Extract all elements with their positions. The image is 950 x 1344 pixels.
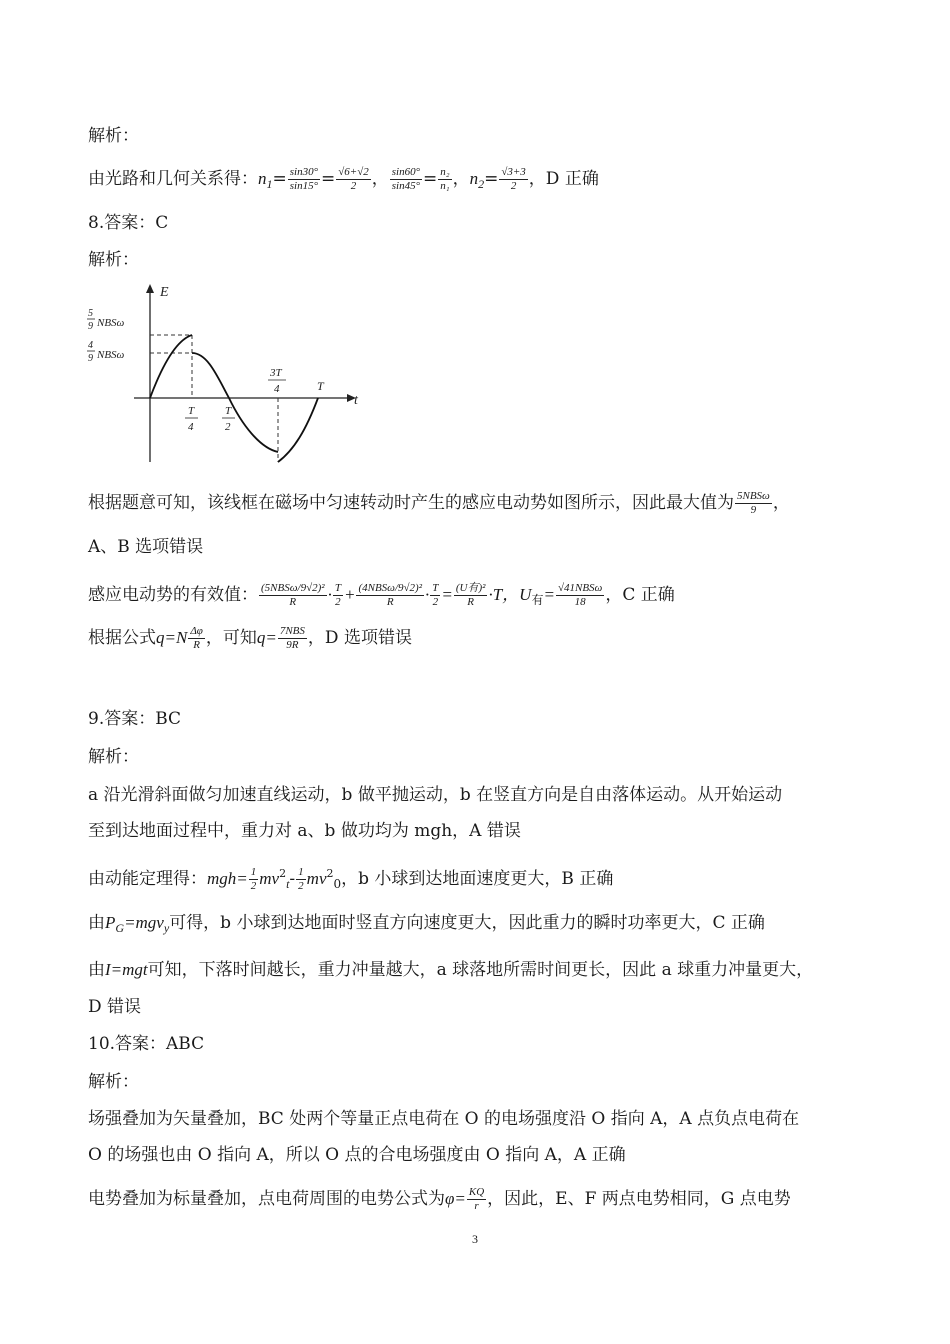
q9-text2: 至到达地面过程中，重力对 a、b 做功均为 mgh，A 错误 bbox=[88, 821, 521, 841]
q8-answer: 8.答案：C bbox=[88, 213, 169, 233]
q9-impulse-line: 由I=mgt可知，下落时间越长，重力冲量越大，a 球落地所需时间更长，因此 a 球重力冲量更大， bbox=[88, 960, 814, 980]
q8-text1: 根据题意可知，该线框在磁场中匀速转动时产生的感应电动势如图所示，因此最大值为 $\frac{\text{5NBSω}}{9}$ ， bbox=[88, 490, 790, 516]
equals-sign: = bbox=[423, 169, 438, 189]
q9-energy-line: 由动能定理得：mgh= $\frac{1}{2}$ $mv^2_t-$ $\frac{1}{2}$ $mv^2_0$，b 小球到达地面速度更大，B 正确 bbox=[88, 866, 614, 892]
tick-t2-den: 2 bbox=[225, 421, 231, 433]
tick-3t4-num: 3T bbox=[270, 367, 282, 379]
max-label-num: 5 bbox=[88, 308, 93, 319]
fraction-root3-plus3: $\frac{√3+3}{2}$ bbox=[501, 166, 526, 192]
n1-symbol: n bbox=[258, 169, 267, 188]
tick-t: T bbox=[317, 379, 324, 393]
separator: ， bbox=[452, 169, 470, 189]
equals-sign: = bbox=[484, 169, 499, 189]
fraction-n2-n1: $\frac{\text{n₂}}{\text{n₁}}$ bbox=[440, 166, 450, 192]
curve-return bbox=[278, 398, 318, 462]
rms-term-1: $\frac{\text{(5NBSω/9√2)²}}{R}$ bbox=[261, 582, 325, 608]
flux-fraction: $\frac{\Delta\varphi}{R}$ bbox=[190, 625, 203, 651]
n2-subscript: 2 bbox=[478, 177, 485, 191]
q10-text1: 场强叠加为矢量叠加，BC 处两个等量正点电荷在 O 的电场强度沿 O 指向 A，A 点负点电荷在 bbox=[88, 1109, 800, 1129]
y-axis-arrow bbox=[146, 284, 154, 293]
half-period-1: $\frac{T}{2}$ bbox=[334, 582, 341, 608]
potential-fraction: $\frac{KQ}{r}$ bbox=[468, 1186, 485, 1212]
rms-term-2: $\frac{\text{(4NBSω/9√2)²}}{R}$ bbox=[358, 582, 423, 608]
formula-prefix: 由光路和几何关系得： bbox=[88, 169, 258, 189]
n2-symbol: n bbox=[469, 169, 479, 188]
mid-label-den: 9 bbox=[88, 353, 93, 364]
q9-power-line: 由$P_G=mgv_y$可得，b 小球到达地面时竖直方向速度更大，因此重力的瞬时功率更大，C 正确 bbox=[88, 913, 765, 935]
half-fraction-2: $\frac{1}{2}$ bbox=[298, 866, 304, 892]
q10-answer: 10.答案：ABC bbox=[88, 1034, 205, 1054]
max-label-text: NBSω bbox=[97, 317, 125, 329]
q10-text2: O 的场强也由 O 指向 A，所以 O 点的合电场强度由 O 指向 A，A 正确 bbox=[88, 1145, 626, 1165]
equals-sign: = bbox=[321, 169, 336, 189]
y-axis-label: E bbox=[160, 285, 169, 300]
q10-potential-line: 电势叠加为标量叠加，点电荷周围的电势公式为φ= $\frac{KQ}{r}$ ，因此，E、F 两点电势相同，G 点电势 bbox=[88, 1186, 791, 1212]
separator: ， bbox=[371, 169, 389, 189]
n1-subscript: 1 bbox=[266, 177, 273, 191]
formula-suffix: ，D 正确 bbox=[528, 169, 599, 189]
half-fraction-1: $\frac{1}{2}$ bbox=[250, 866, 257, 892]
max-label-den: 9 bbox=[88, 321, 93, 332]
charge-fraction: $\frac{\text{7NBS}}{9R}$ bbox=[279, 625, 305, 651]
q8-charge-line: 根据公式q=N $\frac{\Delta\varphi}{R}$ ，可知q= $\frac{\text{7NBS}}{9R}$ ，D 选项错误 bbox=[88, 625, 412, 651]
tick-t4-num: T bbox=[188, 405, 195, 417]
mid-label-text: NBSω bbox=[97, 349, 125, 361]
refraction-formula-line bbox=[88, 166, 870, 196]
max-value-fraction: $\frac{\text{5NBSω}}{9}$ bbox=[737, 490, 770, 516]
half-period-2: $\frac{T}{2}$ bbox=[432, 582, 439, 608]
tick-t4-den: 4 bbox=[188, 421, 194, 433]
equals-sign: = bbox=[272, 169, 287, 189]
tick-t2-num: T bbox=[225, 405, 232, 417]
mid-label-num: 4 bbox=[88, 340, 93, 351]
fraction-root6-root2: $\frac{√6+√2}{2}$ bbox=[338, 166, 369, 192]
q9-answer: 9.答案：BC bbox=[88, 709, 182, 729]
rms-value-fraction: $\frac{\text{√41NBSω}}{18}$ bbox=[557, 582, 603, 608]
fraction-sin30-sin15: $\frac{\sin 30^\circ}{\sin 15^\circ}$ bbox=[289, 166, 318, 192]
emf-time-graph bbox=[84, 280, 384, 470]
q9-text1: a 沿光滑斜面做匀加速直线运动，b 做平抛运动，b 在竖直方向是自由落体运动。从开始运动 bbox=[88, 785, 783, 805]
analysis-label-10: 解析： bbox=[88, 1072, 139, 1092]
analysis-label-9: 解析： bbox=[88, 747, 139, 767]
q8-effective-value-line: 感应电动势的有效值： $\frac{\text{(5NBSω/9√2)²}}{R}$ · $\frac{T}{2}$ + $\frac{\text{(4NBSω/9√2)²}}{R}$ · $\frac{T}{2}$ = $\frac{\text{(U有)²}}{R}$ ·T，$U_有=$ $\frac{\text{√41NBSω}}{18}$ ，C 正确 bbox=[88, 582, 675, 608]
analysis-label-7: 解析： bbox=[88, 126, 139, 146]
rms-result-term: $\frac{\text{(U有)²}}{R}$ bbox=[455, 582, 486, 608]
tick-3t4-den: 4 bbox=[274, 383, 280, 395]
q8-text2: A、B 选项错误 bbox=[88, 537, 204, 557]
x-axis-label: t bbox=[354, 393, 358, 408]
curve-fall bbox=[192, 353, 278, 452]
analysis-label-8: 解析： bbox=[88, 250, 139, 270]
curve-rise bbox=[150, 335, 192, 398]
page-number: 3 bbox=[472, 1232, 478, 1246]
fraction-sin60-sin45: $\frac{\sin 60^\circ}{\sin 45^\circ}$ bbox=[391, 166, 420, 192]
q9-text6: D 错误 bbox=[88, 997, 142, 1017]
